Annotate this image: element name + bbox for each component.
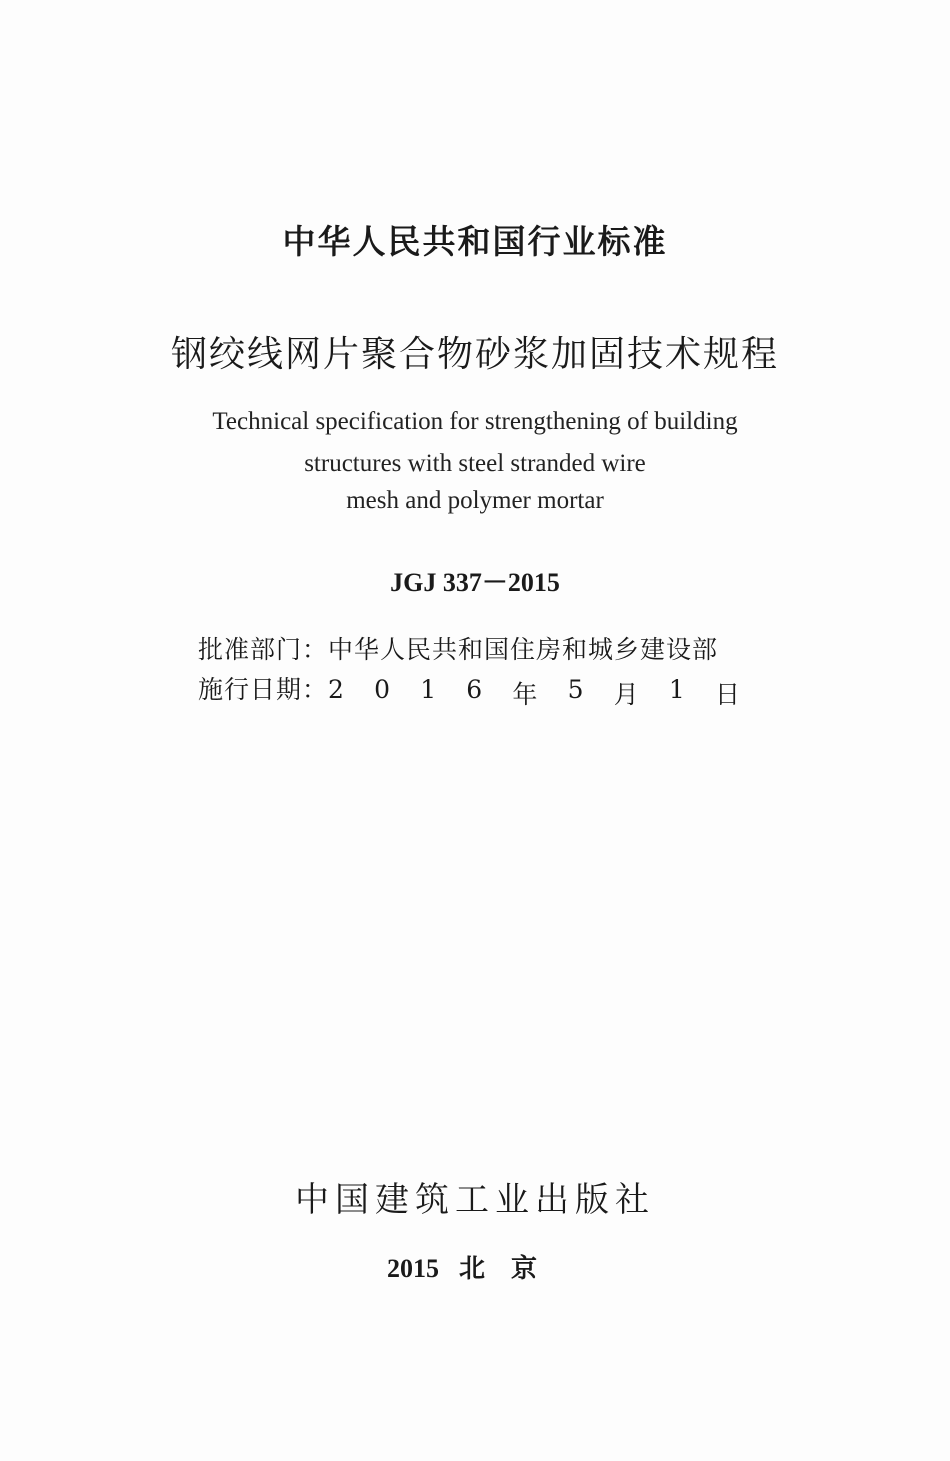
publication-city: 北京 (458, 1254, 563, 1284)
date-part: 0 (374, 675, 391, 704)
english-title-line-3: mesh and polymer mortar (346, 487, 604, 514)
date-part: 1 (420, 675, 437, 704)
effective-date-value (328, 675, 740, 711)
standard-type-heading: 中华人民共和国行业标准 (282, 222, 668, 261)
date-part: 1 (668, 675, 685, 704)
approval-department-value: 中华人民共和国住房和城乡建设部 (328, 635, 719, 664)
date-part: 日 (714, 680, 740, 709)
approval-department-row (198, 630, 798, 670)
publication-year: 2015 (386, 1254, 439, 1283)
english-title-line-1: Technical specification for strengthening of building (212, 408, 738, 435)
approval-info-block (198, 630, 798, 710)
chinese-title: 钢绞线网片聚合物砂浆加固技术规程 (170, 334, 779, 375)
standard-code: JGJ 337－2015 (390, 568, 560, 597)
english-title-line-2: structures with steel stranded wire (304, 450, 646, 477)
date-part: 5 (567, 675, 584, 704)
publisher-name: 中国建筑工业出版社 (295, 1180, 655, 1220)
publication-year-place (0, 1248, 950, 1285)
date-part: 6 (466, 675, 483, 704)
date-part: 年 (512, 680, 538, 709)
date-part: 月 (613, 680, 639, 709)
effective-date-row (198, 670, 798, 710)
approval-department-label: 批准部门： (198, 635, 329, 664)
effective-date-label: 施行日期： (198, 675, 329, 704)
date-part: 2 (328, 675, 344, 704)
